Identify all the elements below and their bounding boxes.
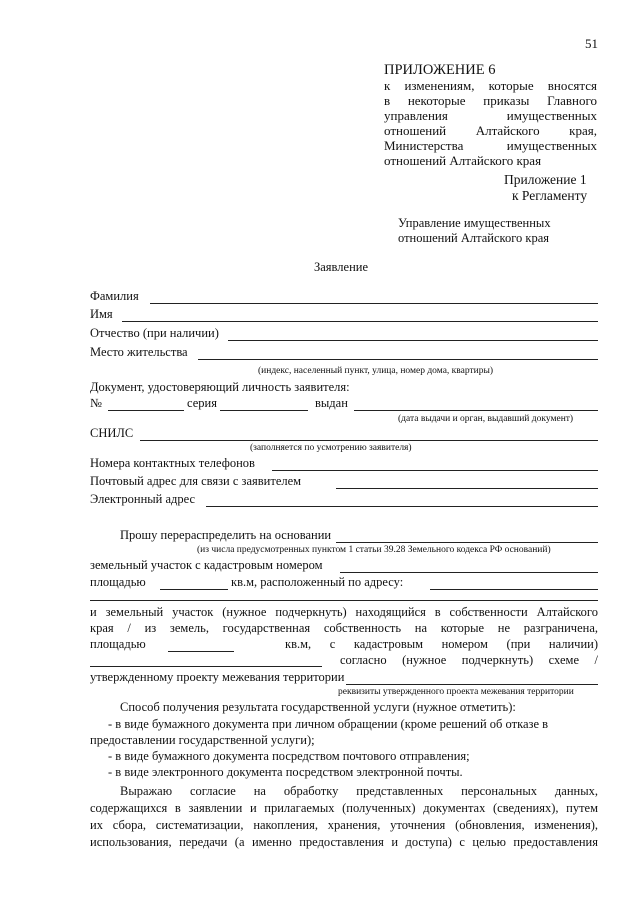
recipient-line-2: отношений Алтайского края: [398, 231, 550, 245]
method-option-3: - в виде электронного документа посредством электронной почты.: [108, 765, 463, 779]
second-plot-line-1: и земельный участок (нужное подчеркнуть) находящийся в собственности Алтайского: [90, 605, 598, 619]
snils-field[interactable]: [140, 440, 598, 441]
second-cadastral-field[interactable]: [90, 666, 322, 667]
cadastral-field[interactable]: [340, 572, 598, 573]
patronymic-field[interactable]: [228, 340, 598, 341]
method-title: Способ получения результата государственной услуги (нужное отметить):: [120, 700, 516, 714]
appendix-line-2: в некоторые приказы Главного: [384, 93, 597, 108]
snils-label: СНИЛС: [90, 426, 134, 440]
residence-hint: (индекс, населенный пункт, улица, номер дома, квартиры): [258, 366, 494, 376]
area-label: площадью: [90, 575, 146, 589]
request-basis-label: Прошу перераспределить на основании: [120, 528, 332, 542]
consent-line-4: использования, передачи (а именно предоставления и доступа) с целью предоставления: [90, 835, 598, 849]
appendix-title: ПРИЛОЖЕНИЕ 6: [384, 62, 496, 78]
id-document-label: Документ, удостоверяющий личность заявителя:: [90, 380, 350, 394]
consent-line-1: Выражаю согласие на обработку представленных персональных данных,: [120, 784, 598, 798]
appendix-line-3: управления имущественных: [384, 108, 597, 123]
method-option-1-line-2: предоставлении государственной услуги);: [90, 733, 315, 747]
cadastral-label: земельный участок с кадастровым номером: [90, 558, 323, 572]
doc-series-field[interactable]: [220, 410, 308, 411]
address-label: кв.м, расположенный по адресу:: [231, 575, 404, 589]
residence-field[interactable]: [198, 359, 598, 360]
surname-label: Фамилия: [90, 289, 139, 303]
postal-label: Почтовый адрес для связи с заявителем: [90, 474, 302, 488]
doc-series-label: серия: [187, 396, 217, 410]
address-field[interactable]: [430, 589, 598, 590]
appendix-line-5: Министерства имущественных: [384, 138, 597, 153]
name-label: Имя: [90, 307, 113, 321]
email-label: Электронный адрес: [90, 492, 196, 506]
address-field-continued[interactable]: [90, 600, 598, 601]
email-field[interactable]: [206, 506, 598, 507]
patronymic-label: Отчество (при наличии): [90, 326, 219, 340]
scheme-choice-label: согласно (нужное подчеркнуть) схеме /: [340, 653, 598, 667]
doc-number-field[interactable]: [108, 410, 184, 411]
request-basis-hint: (из числа предусмотренных пунктом 1 статьи 39.28 Земельного кодекса РФ оснований): [197, 545, 551, 555]
appendix-line-1: к изменениям, которые вносятся: [384, 78, 597, 93]
doc-issued-field[interactable]: [354, 410, 598, 411]
second-cadastral-label: кв.м, с кадастровым номером (при наличии): [285, 637, 598, 651]
second-area-label: площадью: [90, 637, 146, 651]
recipient-line-1: Управление имущественных: [398, 216, 551, 230]
doc-issued-hint: (дата выдачи и орган, выдавший документ): [398, 414, 574, 424]
document-title: Заявление: [314, 260, 369, 274]
request-basis-field[interactable]: [336, 542, 598, 543]
page-number: 51: [585, 36, 598, 51]
consent-line-3: их сбора, систематизации, накопления, хранения, уточнения (обновления, изменения),: [90, 818, 598, 832]
name-field[interactable]: [122, 321, 598, 322]
appendix-line-4: отношений Алтайского края,: [384, 123, 597, 138]
snils-hint: (заполняется по усмотрению заявителя): [250, 443, 412, 453]
phones-label: Номера контактных телефонов: [90, 456, 255, 470]
second-area-field[interactable]: [168, 651, 234, 652]
phones-field[interactable]: [272, 470, 598, 471]
surname-field[interactable]: [150, 303, 598, 304]
doc-number-label: №: [90, 396, 102, 410]
method-option-2: - в виде бумажного документа посредством почтового отправления;: [108, 749, 470, 763]
doc-issued-label: выдан: [315, 396, 348, 410]
survey-project-label: утвержденному проекту межевания территории: [90, 670, 345, 684]
residence-label: Место жительства: [90, 345, 188, 359]
annex-title: Приложение 1: [504, 172, 587, 187]
survey-project-hint: реквизиты утвержденного проекта межевания территории: [338, 687, 574, 697]
area-field[interactable]: [160, 589, 228, 590]
annex-subtitle: к Регламенту: [512, 188, 588, 203]
method-option-1-line-1: - в виде бумажного документа при личном обращении (кроме решений об отказе в: [108, 717, 549, 731]
second-plot-line-2: края / из земель, государственная собственность на которые не разграничена,: [90, 621, 598, 635]
consent-line-2: содержащихся в заявлении и прилагаемых (полученных) документах (сведениях), путем: [90, 801, 598, 815]
postal-field[interactable]: [336, 488, 598, 489]
appendix-line-6: отношений Алтайского края: [384, 153, 542, 168]
survey-project-field[interactable]: [346, 684, 598, 685]
